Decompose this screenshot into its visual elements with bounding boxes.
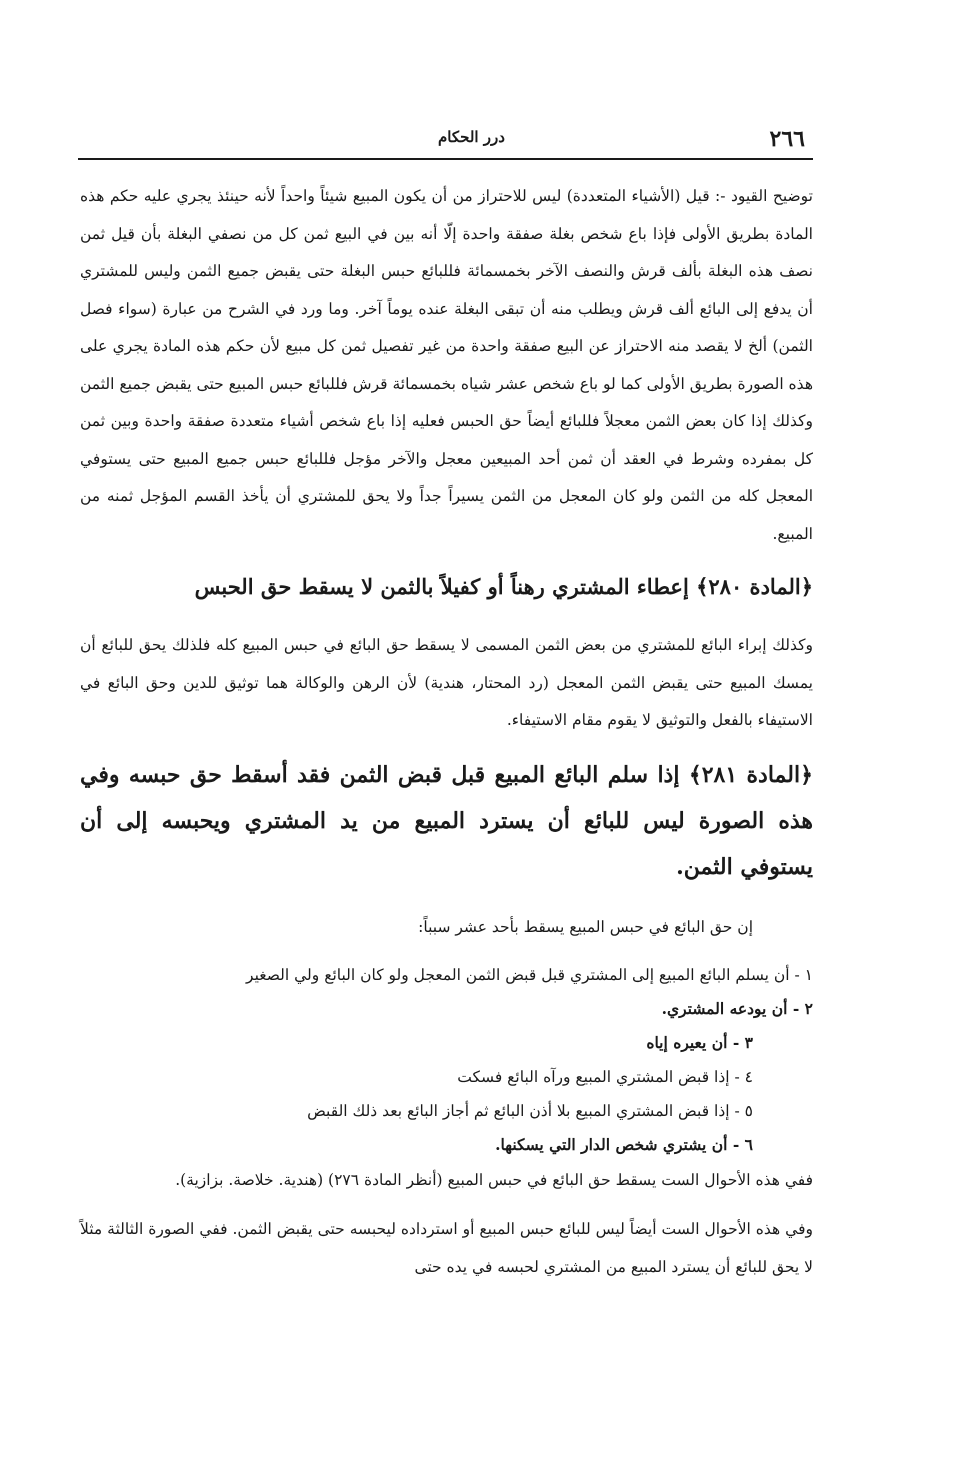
- page-number: ٢٦٦: [769, 126, 805, 152]
- article-281-label: المادة ٢٨١: [701, 761, 801, 788]
- article-280-commentary: وكذلك إبراء البائع للمشتري من بعض الثمن المسمى لا يسقط حق البائع في حبس المبيع كله فلذلك يحق للبائع أن يمسك المبيع حتى يقبض الثمن المعجل (رد المحتار، هندية) لأن الرهن والوكالة هما توثيق للدين وحق البائع في الاستيفاء بالفعل والتوثيق لا يقوم مقام الاستيفاء.: [80, 636, 813, 729]
- page-header: [78, 118, 813, 160]
- spacer: [80, 740, 813, 752]
- spacer: [80, 1199, 813, 1211]
- list-item: ٥ - إذا قبض المشتري المبيع بلا أذن البائع ثم أجاز البائع بعد ذلك القبض: [307, 1101, 753, 1120]
- reasons-conclusion: ففي هذه الأحوال الست يسقط حق البائع في حبس المبيع (أنظر المادة ٢٧٦) (هندية. خلاصة. بزازية).: [175, 1170, 813, 1189]
- closing-paragraph: وفي هذه الأحوال الست أيضاً ليس للبائع حبس المبيع أو استرداده ليحبسه حتى يقبض الثمن. ففي الصورة الثالثة مثلاً لا يحق للبائع أن يسترد المبيع من المشتري لحبسه في يده حتى: [80, 1220, 813, 1276]
- spacer: [80, 553, 813, 565]
- article-281-heading: [80, 752, 813, 890]
- list-item: ٦ - أن يشتري شخص الدار التي يسكنها.: [495, 1134, 753, 1154]
- list-item: ٢ - أن يودعه المشتري.: [661, 998, 813, 1018]
- article-open-mark: ﴿: [800, 574, 813, 599]
- running-title: درر الحكام: [438, 128, 505, 146]
- reasons-list: [80, 958, 813, 1162]
- page-content: [80, 178, 813, 1286]
- article-close-mark: ﴾: [688, 761, 702, 788]
- spacer: [80, 890, 813, 908]
- article-open-mark: ﴿: [800, 761, 813, 788]
- spacer: [80, 946, 813, 958]
- article-280-heading: [80, 565, 813, 609]
- article-close-mark: ﴾: [696, 574, 709, 599]
- list-item: ٤ - إذا قبض المشتري المبيع ورآه البائع فسكت: [457, 1067, 753, 1086]
- list-item: ١ - أن يسلم البائع المبيع إلى المشتري قبل قبض الثمن المعجل ولو كان البائع ولي الصغير: [246, 965, 813, 984]
- article-280-text: إعطاء المشتري رهناً أو كفيلاً بالثمن لا يسقط حق الحبس: [194, 574, 689, 599]
- reasons-intro: إن حق البائع في حبس المبيع يسقط بأحد عشر سبباً:: [418, 917, 753, 936]
- list-item: ٣ - أن يعيره إياه: [646, 1032, 753, 1052]
- article-281-text: إذا سلم البائع المبيع قبل قبض الثمن فقد أسقط حق حبسه وفي هذه الصورة ليس للبائع أن يسترد المبيع من يد المشتري ويحبسه إلى أن يستوفي الثمن.: [80, 761, 813, 880]
- spacer: [80, 609, 813, 627]
- explanation-paragraph: توضيح القيود -: قيل (الأشياء المتعددة) ليس للاحتراز من أن يكون المبيع شيئاً واحداً لأنه حينئذ يجري عليه حكم هذه المادة بطريق الأولى فإذا باع شخص بغلة صفقة واحدة إلّا أنه بين في البيع ثمن كل من نصفي البغلة بأن قيل ثمن نصف هذه البغلة بألف قرش والنصف الآخر بخمسمائة فللبائع حبس البغلة حتى يقبض جميع الثمن وليس للمشتري أن يدفع إلى البائع ألف قرش ويطلب منه أن تبقى البغلة عنده يوماً آخر. وما ورد في الشرح من عبارة (سواء فصل الثمن) ألخ لا يقصد منه الاحتراز عن البيع صفقة واحدة من غير تفصيل ثمن كل مبيع لأن حكم هذه المادة يجري على هذه الصورة بطريق الأولى كما لو باع شخص عشر شياه بخمسمائة قرش فللبائع حبس المبيع حتى يقبض جميع الثمن وكذلك إذا كان بعض الثمن معجلاً فللبائع أيضاً حق الحبس فعليه إذا باع شخص أشياء متعددة صفقة واحدة وبين ثمن كل بمفرده وشرط في العقد أن ثمن أحد المبيعين معجل والآخر مؤجل فللبائع حبس جميع المبيع حتى يستوفي المعجل كله من الثمن ولو كان المعجل من الثمن يسيراً جداً ولا يحق للمشتري أن يأخذ القسم المؤجل ثمنه من المبيع.: [80, 187, 813, 543]
- article-280-label: المادة ٢٨٠: [708, 574, 801, 599]
